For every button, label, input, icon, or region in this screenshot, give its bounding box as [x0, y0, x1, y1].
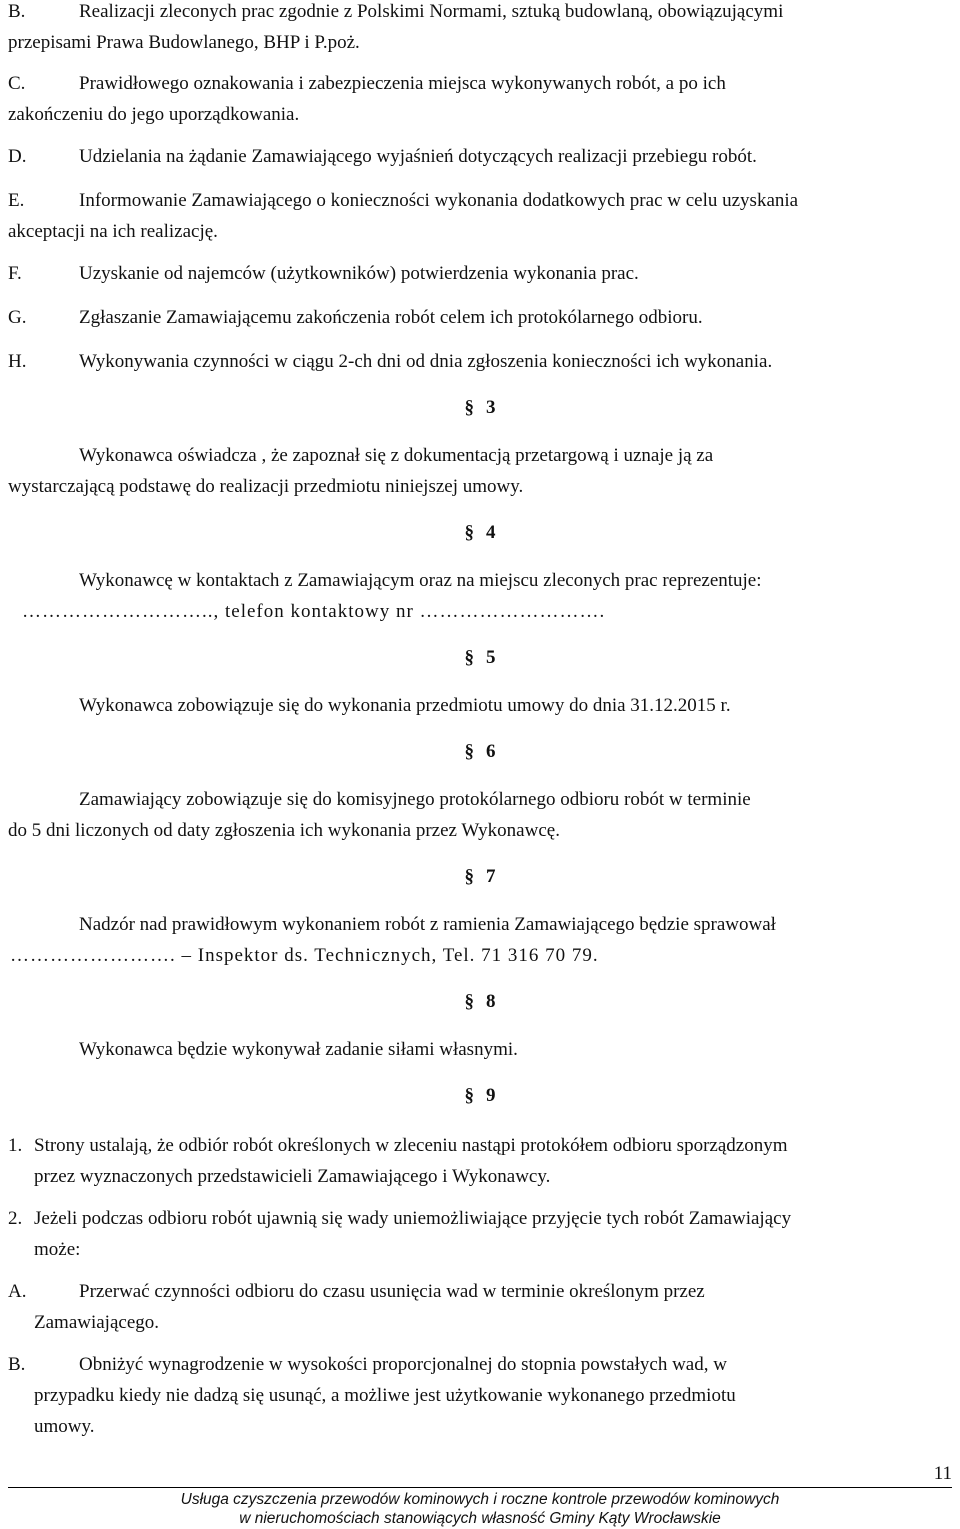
item-label-h: H.	[8, 351, 27, 372]
item-b-line-2: przepisami Prawa Budowlanego, BHP i P.poż.	[8, 32, 360, 53]
footer-line-2: w nieruchomościach stanowiących własność Gminy Kąty Wrocławskie	[239, 1510, 721, 1527]
point-label-2: 2.	[8, 1208, 23, 1229]
section-symbol: §	[464, 647, 474, 668]
point-label-1: 1.	[8, 1135, 23, 1156]
item-label-e: E.	[8, 190, 25, 211]
sub-item-b-line-2: przypadku kiedy nie dadzą się usunąć, a możliwe jest użytkowanie wykonanego przedmiotu	[34, 1385, 736, 1406]
section-heading-5	[0, 642, 960, 673]
sub-item-label-b: B.	[8, 1354, 26, 1375]
point-1-line-1: Strony ustalają, że odbiór robót określonych w zleceniu nastąpi protokółem odbioru sporządzonym	[34, 1135, 788, 1156]
item-h-line-1: Wykonywania czynności w ciągu 2-ch dni od dnia zgłoszenia konieczności ich wykonania.	[79, 351, 773, 372]
section-3-line-2: wystarczającą podstawę do realizacji przedmiotu niniejszej umowy.	[8, 476, 524, 497]
item-d-line-1: Udzielania na żądanie Zamawiającego wyjaśnień dotyczących realizacji przebiegu robót.	[79, 146, 757, 167]
point-2-line-1: Jeżeli podczas odbioru robót ujawnią się wady uniemożliwiające przyjęcie tych robót Zamawiający	[34, 1208, 792, 1229]
section-number: 5	[486, 647, 496, 668]
section-7-line-2: ……………………. – Inspektor ds. Technicznych, Tel. 71 316 70 79.	[10, 945, 599, 966]
section-symbol: §	[464, 866, 474, 887]
section-heading-3	[0, 392, 960, 423]
footer-line-1: Usługa czyszczenia przewodów kominowych i roczne kontrole przewodów kominowych	[180, 1491, 780, 1508]
sub-item-a-line-1: Przerwać czynności odbioru do czasu usunięcia wad w terminie określonym przez	[79, 1281, 705, 1302]
section-5-line-1: Wykonawca zobowiązuje się do wykonania przedmiotu umowy do dnia 31.12.2015 r.	[79, 695, 731, 716]
section-number: 9	[486, 1085, 496, 1106]
point-2-line-2: może:	[34, 1239, 81, 1260]
section-3-line-1: Wykonawca oświadcza , że zapoznał się z dokumentacją przetargową i uznaje ją za	[79, 445, 714, 466]
section-heading-7	[0, 861, 960, 892]
section-6-line-1: Zamawiający zobowiązuje się do komisyjnego protokólarnego odbioru robót w terminie	[79, 789, 751, 810]
section-number: 8	[486, 991, 496, 1012]
item-label-f: F.	[8, 263, 22, 284]
item-c-line-2: zakończeniu do jego uporządkowania.	[8, 104, 300, 125]
section-7-line-1: Nadzór nad prawidłowym wykonaniem robót z ramienia Zamawiającego będzie sprawował	[79, 914, 776, 935]
section-heading-6	[0, 736, 960, 767]
section-symbol: §	[464, 991, 474, 1012]
sub-item-b-line-1: Obniżyć wynagrodzenie w wysokości proporcjonalnej do stopnia powstałych wad, w	[79, 1354, 727, 1375]
section-8-line-1: Wykonawca będzie wykonywał zadanie siłami własnymi.	[79, 1039, 518, 1060]
section-number: 3	[486, 397, 496, 418]
section-symbol: §	[464, 397, 474, 418]
section-symbol: §	[464, 1085, 474, 1106]
section-symbol: §	[464, 522, 474, 543]
item-label-b: B.	[8, 1, 26, 22]
section-heading-4	[0, 517, 960, 548]
section-heading-9	[0, 1080, 960, 1111]
sub-item-b-line-3: umowy.	[34, 1416, 95, 1437]
section-number: 7	[486, 866, 496, 887]
section-number: 4	[486, 522, 496, 543]
item-e-line-1: Informowanie Zamawiającego o konieczności wykonania dodatkowych prac w celu uzyskania	[79, 190, 799, 211]
section-4-line-1: Wykonawcę w kontaktach z Zamawiającym oraz na miejscu zleconych prac reprezentuje:	[79, 570, 762, 591]
item-label-d: D.	[8, 146, 27, 167]
item-g-line-1: Zgłaszanie Zamawiającemu zakończenia robót celem ich protokólarnego odbioru.	[79, 307, 703, 328]
item-f-line-1: Uzyskanie od najemców (użytkowników) potwierdzenia wykonania prac.	[79, 263, 639, 284]
section-symbol: §	[464, 741, 474, 762]
point-1-line-2: przez wyznaczonych przedstawicieli Zamawiającego i Wykonawcy.	[34, 1166, 551, 1187]
section-number: 6	[486, 741, 496, 762]
sub-item-label-a: A.	[8, 1281, 27, 1302]
section-heading-8	[0, 986, 960, 1017]
item-b-line-1: Realizacji zleconych prac zgodnie z Polskimi Normami, sztuką budowlaną, obowiązującymi	[79, 1, 784, 22]
section-6-line-2: do 5 dni liczonych od daty zgłoszenia ich wykonania przez Wykonawcę.	[8, 820, 560, 841]
footer-divider	[8, 1487, 952, 1488]
item-e-line-2: akceptacji na ich realizację.	[8, 221, 218, 242]
item-label-c: C.	[8, 73, 26, 94]
sub-item-a-line-2: Zamawiającego.	[34, 1312, 160, 1333]
item-label-g: G.	[8, 307, 27, 328]
item-c-line-1: Prawidłowego oznakowania i zabezpieczenia miejsca wykonywanych robót, a po ich	[79, 73, 726, 94]
page-number: 11	[933, 1463, 952, 1484]
section-4-line-2: ……………………….., telefon kontaktowy nr ……………………….	[22, 601, 606, 622]
